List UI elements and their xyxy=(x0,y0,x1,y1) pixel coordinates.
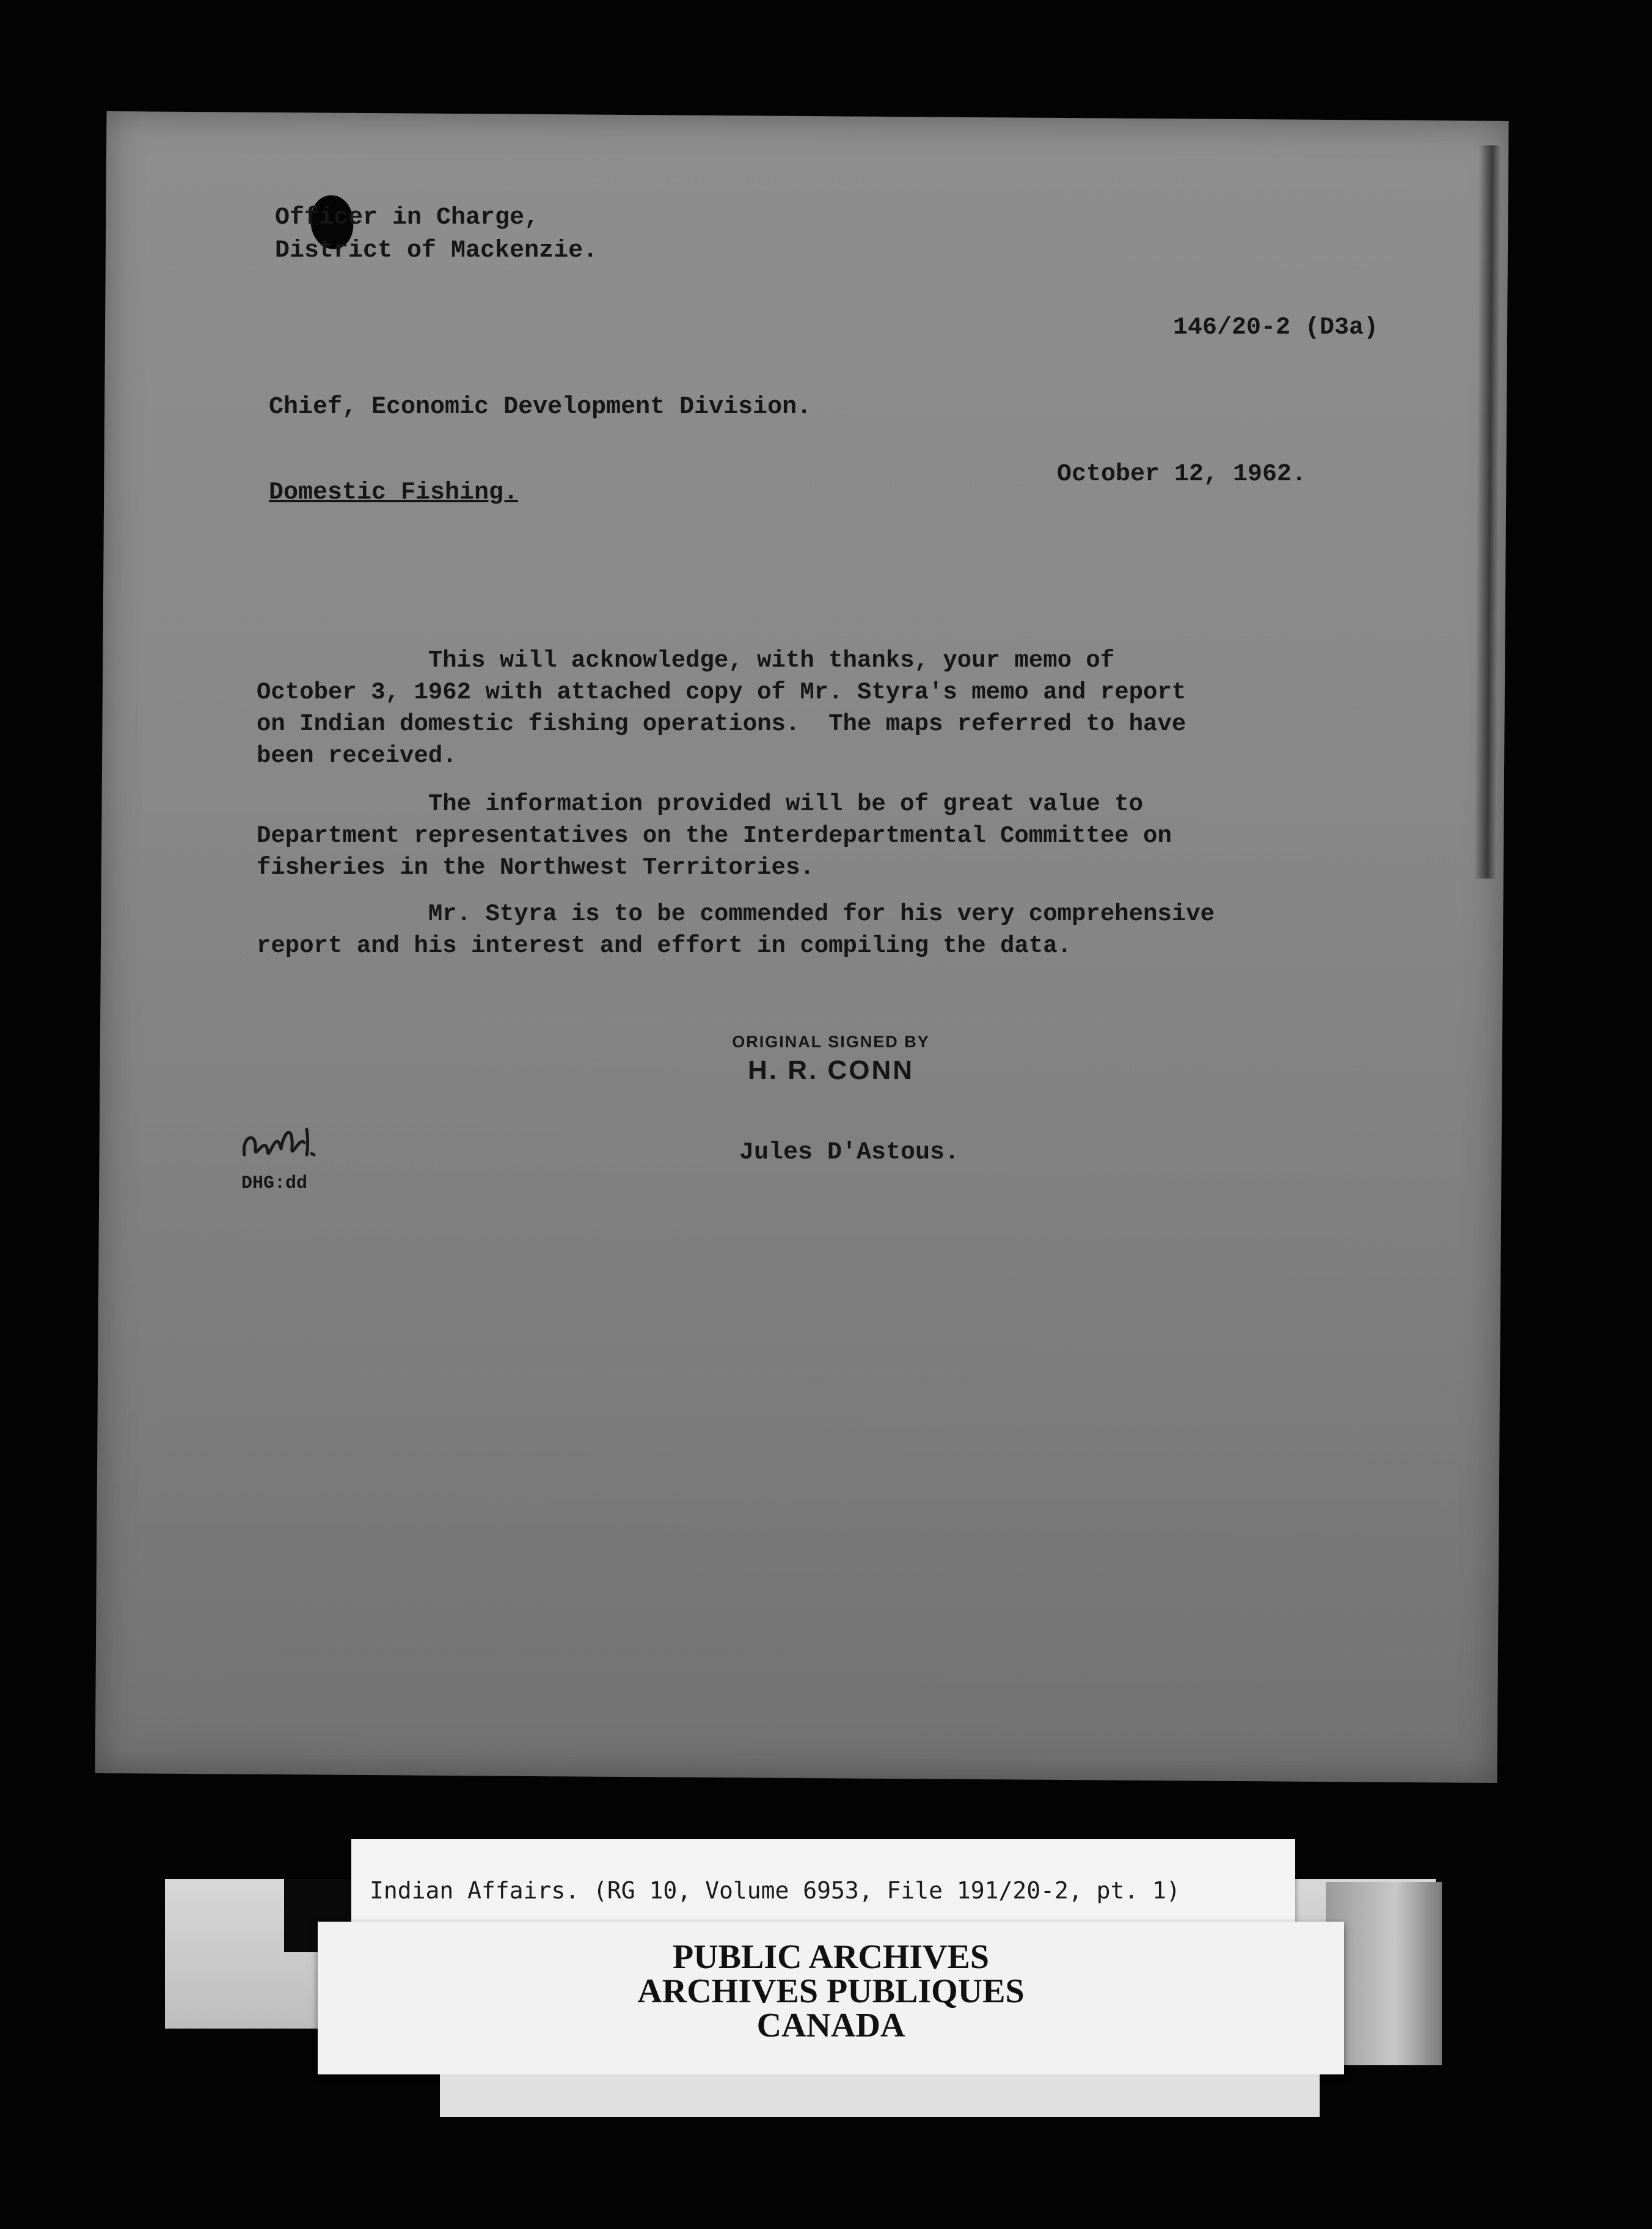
sender-line: Chief, Economic Development Division. xyxy=(269,393,812,421)
archive-line-country: CANADA xyxy=(756,2007,905,2044)
archive-reference-label xyxy=(351,1839,1295,1931)
recipient-address: Officer in Charge, District of Mackenzie. xyxy=(275,204,598,265)
typist-initials: DHG:dd xyxy=(241,1173,308,1194)
handwritten-initials-icon xyxy=(238,1118,318,1167)
memo-subject: Domestic Fishing. xyxy=(269,479,519,507)
body-paragraph-2: The information provided will be of great value to Department representatives on the Interdepartmental Committee on fisheries in the Northwest Territories. xyxy=(257,791,1172,881)
archive-reference-text: Indian Affairs. (RG 10, Volume 6953, File 191/20-2, pt. 1) xyxy=(370,1877,1180,1904)
memo-date: October 12, 1962. xyxy=(1057,461,1307,488)
signature-stamp-caption: ORIGINAL SIGNED BY xyxy=(732,1033,930,1051)
archive-stamp-card xyxy=(318,1922,1344,2074)
body-paragraph-1: This will acknowledge, with thanks, your memo of October 3, 1962 with attached copy of Mr. Styra's memo and report on Indian domestic fishing operations. The maps referred to have been received. xyxy=(257,647,1186,769)
archive-line-french: ARCHIVES PUBLIQUES xyxy=(637,1972,1025,2010)
signature-stamp xyxy=(703,1033,959,1086)
body-paragraph-3: Mr. Styra is to be commended for his very comprehensive report and his interest and effort in compiling the data. xyxy=(257,901,1215,959)
archive-line-english: PUBLIC ARCHIVES xyxy=(672,1938,990,1976)
page-edge-shadow xyxy=(1474,145,1501,879)
signatory-name: Jules D'Astous. xyxy=(739,1139,960,1166)
file-reference: 146/20-2 (D3a) xyxy=(1173,314,1379,342)
archive-strip-bottom xyxy=(440,2074,1320,2117)
signature-stamp-name: H. R. CONN xyxy=(748,1055,914,1085)
